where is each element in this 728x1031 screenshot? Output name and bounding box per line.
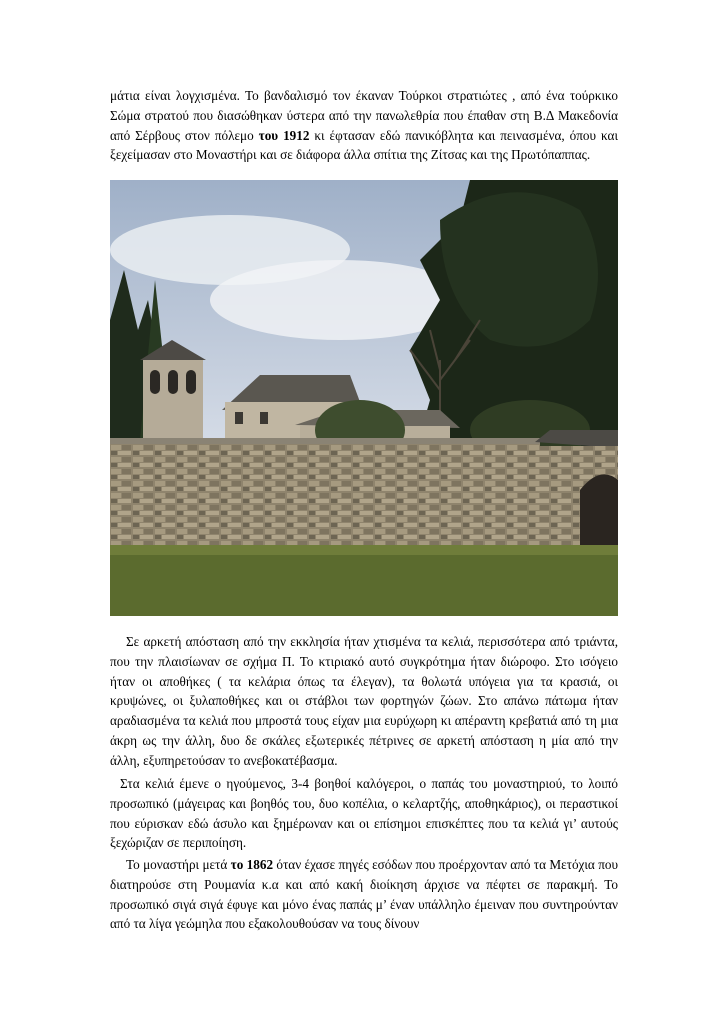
monastery-photo-illustration bbox=[110, 180, 618, 616]
paragraph-3-container bbox=[110, 774, 618, 853]
paragraph-2: Σε αρκετή απόσταση από την εκκλησία ήταν χτισμένα τα κελιά, περισσότερα από τριάντα, που την πλαισίωναν σε σχήμα Π. Το κτιριακό αυτό συγκρότημα ήταν διώροφο. Στο ισόγειο ήταν οι αποθήκες ( τα κελάρια όπως τα έλεγαν), τα θολωτά υπόγεια για τα κρασιά, οι κρυψώνες, οι ξυλαποθήκες και οι στάβλοι των φορτηγών ζώων. Στο απάνω πάτωμα ήταν αραδιασμένα τα κελιά που μπροστά τους είχαν μια ευρύχωρη κι απέραντη κρεβατιά από τη μια άκρη ως την άλλη, δυο δε σκάλες εξωτερικές πέτρινες σε αρκετή απόσταση η μία από την άλλη, εξυπηρετούσαν το ανεβοκατέβασμα. bbox=[110, 634, 618, 768]
paragraph-3: Στα κελιά έμενε ο ηγούμενος, 3-4 βοηθοί καλόγεροι, ο παπάς του μοναστηριού, το λοιπό προσωπικό (μάγειρας και βοηθός του, δυο κοπέλια, ο κελαρτζής, αποθηκάριος), οι περαστικοί που εύρισκαν εδώ άσυλο και ξημέρωναν και οι επίσημοι επισκέπτες που τα κελιά γι’ αυτούς ξεχώριζαν σε περιποίηση. bbox=[110, 776, 618, 851]
paragraph-4-container bbox=[110, 855, 618, 934]
paragraph-2-container bbox=[110, 632, 618, 771]
paragraph-4-text-a: Το μοναστήρι μετά bbox=[126, 857, 231, 872]
paragraph-1-container bbox=[110, 86, 618, 165]
paragraph-4-bold-year: το 1862 bbox=[230, 857, 274, 872]
paragraph-4 bbox=[110, 855, 618, 934]
paragraph-1-text-a: μάτια είναι λογχισμένα. Το βανδαλισμό τον έκαναν Τούρκοι στρατιώτες , από ένα τούρκικο Σώμα στρατού που διασώθηκαν ύστερα από την πανωλεθρία που έπαθαν στη Β.Δ Μακεδονία από Σέρβους στον πόλεμο bbox=[110, 88, 618, 143]
paragraph-4-text-b: όταν έχασε πηγές εσόδων που προέρχονταν από τα Μετόχια που διατηρούσε στη Ρουμανία κ.α και από κακή διοίκηση άρχισε να πέφτει σε παρακμή. Το προσωπικό σιγά σιγά έφυγε και μόνο ένας παπάς μ’ έναν υπάλληλο έμειναν που συντηρούνταν από τα λίγα γεώμηλα που εξακολουθούσαν να τους δίνουν bbox=[110, 857, 618, 932]
paragraph-1-bold-year: του 1912 bbox=[258, 127, 310, 143]
paragraph-1 bbox=[110, 86, 618, 165]
paragraph-1-text-b: κι έφτασαν εδώ πανικόβλητα και πεινασμένα, όπου και ξεχείμασαν στο Μοναστήρι και σε διάφορα άλλα σπίτια της Ζίτσας και της Πρωτόπαππας. bbox=[110, 127, 618, 163]
monastery-photo bbox=[110, 180, 618, 616]
